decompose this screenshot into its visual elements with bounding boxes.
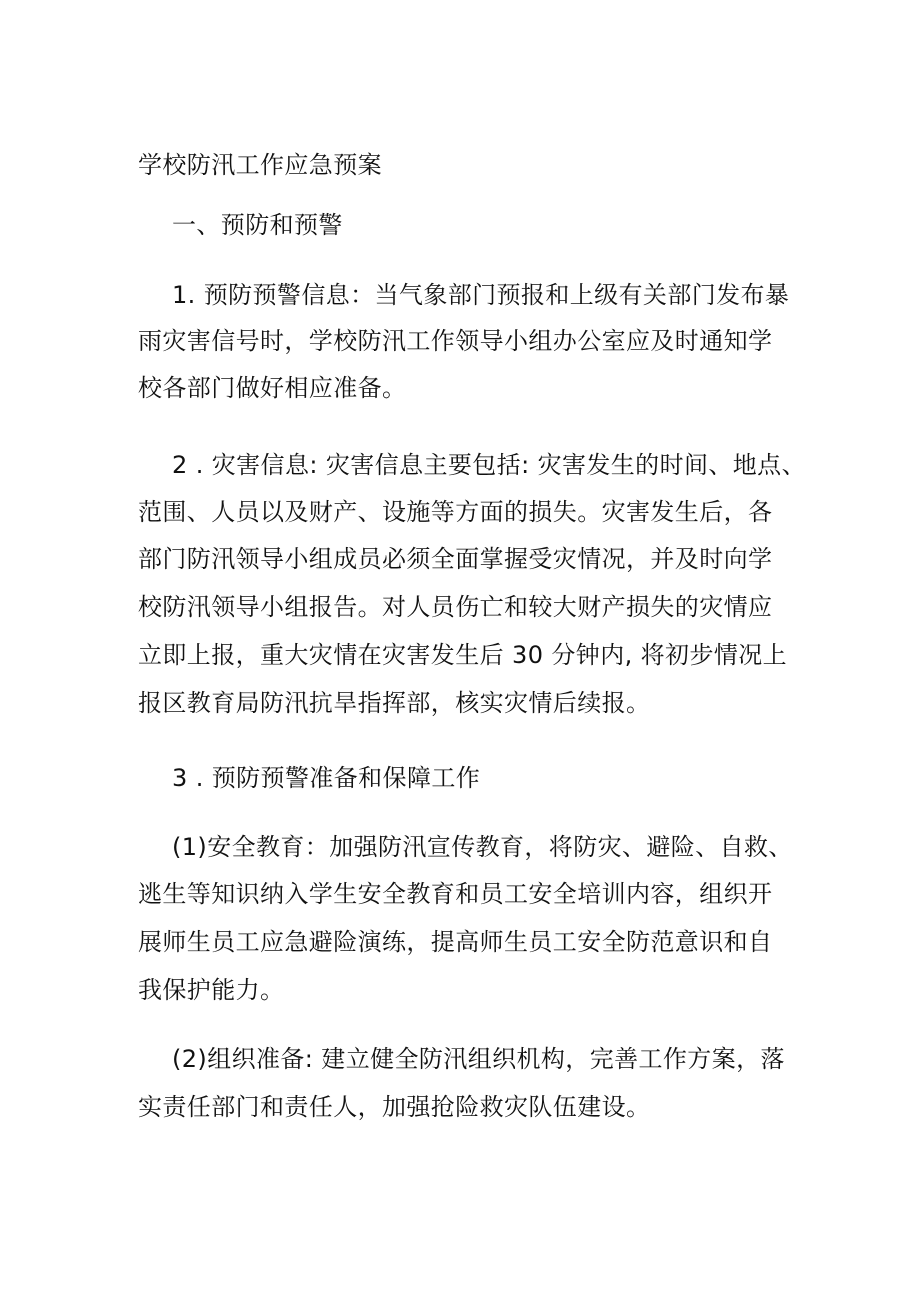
paragraph-line: 范围、人员以及财产、设施等方面的损失。灾害发生后，各	[138, 498, 773, 526]
paragraph-line: (1)安全教育：加强防汛宣传教育，将防灾、避险、自救、	[172, 833, 793, 861]
paragraph-line: (2)组织准备: 建立健全防汛组织机构，完善工作方案，落	[172, 1045, 785, 1073]
subsection-heading: 3 . 预防预警准备和保障工作	[172, 764, 481, 792]
paragraph-line: 2 . 灾害信息: 灾害信息主要包括: 灾害发生的时间、地点、	[172, 451, 806, 479]
paragraph-line: 我保护能力。	[138, 976, 285, 1004]
paragraph-line: 报区教育局防汛抗旱指挥部，核实灾情后续报。	[138, 689, 651, 717]
paragraph-line: 立即上报，重大灾情在灾害发生后 30 分钟内, 将初步情况上	[138, 641, 788, 669]
paragraph-line: 1. 预防预警信息：当气象部门预报和上级有关部门发布暴	[172, 281, 790, 309]
paragraph-line: 实责任部门和责任人，加强抢险救灾队伍建设。	[138, 1093, 651, 1121]
section-heading-prevention: 一、预防和预警	[172, 211, 343, 239]
paragraph-line: 校各部门做好相应准备。	[138, 374, 407, 402]
paragraph-line: 展师生员工应急避险演练，提高师生员工安全防范意识和自	[138, 928, 773, 956]
paragraph-line: 雨灾害信号时，学校防汛工作领导小组办公室应及时通知学	[138, 327, 773, 355]
paragraph-line: 逃生等知识纳入学生安全教育和员工安全培训内容，组织开	[138, 880, 773, 908]
document-title: 学校防汛工作应急预案	[138, 151, 382, 179]
paragraph-line: 部门防汛领导小组成员必须全面掌握受灾情况，并及时向学	[138, 545, 773, 573]
paragraph-line: 校防汛领导小组报告。对人员伤亡和较大财产损失的灾情应	[138, 593, 773, 621]
